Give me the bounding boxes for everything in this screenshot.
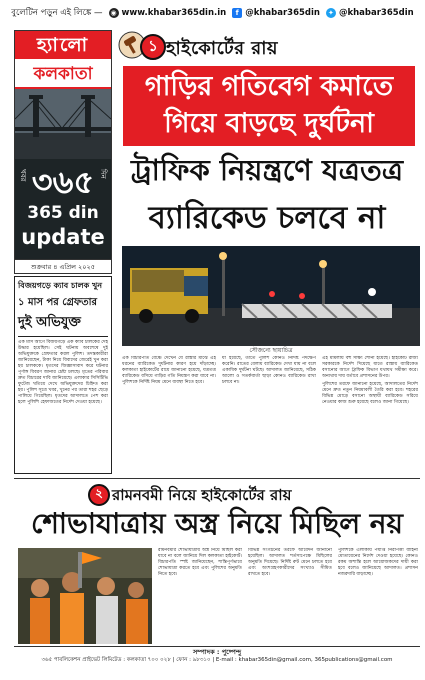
story1-headline-line1: ট্রাফিক নিয়ন্ত্রণে যত্রতত্র xyxy=(130,153,404,187)
bulletin-tagline: বুলেটিন পড়ুন এই লিঙ্কে — xyxy=(11,8,103,18)
story2-kicker: রামনবমী নিয়ে হাইকোর্টের রায় xyxy=(112,486,292,504)
story1-column-text: যা হয়েছে, তাতে পুলিশ কোনও নির্দিষ্ট পদক্ষেপ করেনি। রাতের বেলায় ব্যারিকেড দেখা যায় না বলে একাধিক দুর্ঘটনা ঘটছে। আদালত জানিয়েছে, সঠিক আলো ও সতর্কবার্তা ছাড়া কোনও ব্যারিকেড রাখা চলবে না। xyxy=(222,356,316,385)
masthead-side-left: খবর xyxy=(19,169,27,182)
masthead-brand-latin: 365 din xyxy=(27,203,99,223)
story1-column-text: এই মামলায় বহু সাক্ষ্য শোনা হয়েছে। হাইকোর্ট রাজ্য সরকারকে নির্দেশ দিয়েছে যাতে রাস্তায় ব্যারিকেড বসানোর আগে ট্রাফিক বিভাগ যথাযথ সমীক্ষা করে। অন্যথায় দায় বর্তাবে প্রশাসনের উপর। xyxy=(322,356,418,379)
masthead-dark-panel xyxy=(15,159,111,273)
footer xyxy=(14,648,420,674)
story2-photo xyxy=(18,548,152,644)
story2-column-text: বিভিন্ন সংগঠনের তরফে আবেদন জানানো হয়েছিল। আদালত শর্তসাপেক্ষে মিছিলের অনুমতি দিয়েছে। নির্দিষ্ট রুট মেনে চলতে হবে এবং অংশগ্রহণকারীদের সংখ্যাও সীমিত রাখতে হবে। xyxy=(248,548,332,577)
side-story-headline1: ১ মাস পর গ্রেফতার xyxy=(18,295,108,312)
story1-column-3 xyxy=(322,356,418,474)
story1-column-2 xyxy=(222,356,316,474)
story1-kicker: হাইকোর্টের রায় xyxy=(166,38,279,59)
story1-red-line2: গিয়ে বাড়ছে দুর্ঘটনা xyxy=(164,108,374,139)
masthead-update-word: update xyxy=(21,225,105,249)
facebook-icon: f xyxy=(232,8,242,18)
side-story-body xyxy=(18,340,108,406)
story1-column-text: পুলিশের তরফে জানানো হয়েছে, আদালতের নির্দেশ মেনে দ্রুত নতুন নিয়মাবলী তৈরি করা হবে। শহরের বিভিন্ন মোড়ে বসানো অস্থায়ী ব্যারিকেড সরিয়ে নেওয়ার কাজ শুরু হয়েছে বলেও জানা গিয়েছে। xyxy=(322,382,418,405)
story1-number-badge: ১ xyxy=(140,34,166,60)
top-bar xyxy=(0,0,425,26)
masthead xyxy=(14,30,112,274)
story1-photo xyxy=(122,246,420,346)
footer-address: ৩৬৫ পাবলিকেশন প্রাইভেট লিমিটেড : কলকাতা ৭০০ ০২৮ | ফোন : ৯৮৩১০ | E-mail : khabar365din@gmail.com, 365publications@gmail.com xyxy=(41,657,393,663)
brand-hello: হ্যালো xyxy=(15,31,111,59)
side-story-paragraph: এক মাস আগে বিজয়গড়ে এক ক্যাব চালকের দেহ উদ্ধার হয়েছিল। সেই ঘটনায় অবশেষে দুই অভিযুক্তকে গ্রেফতার করল পুলিশ। তদন্তকারীরা জানিয়েছেন, টাকা নিয়ে বিবাদের জেরেই খুন করা হয় চালককে। ধৃতদের জিজ্ঞাসাবাদ করে ঘটনার পূর্ণাঙ্গ বিবরণ জানার চেষ্টা চলছে। মৃতের পরিবার দ্রুত বিচারের দাবি জানিয়েছে। এলাকার সিসিটিভি ফুটেজ খতিয়ে দেখে অভিযুক্তদের চিহ্নিত করা হয়। পুলিশ সূত্রে খবর, খুনের পর তারা শহর ছেড়ে পালিয়ে গিয়েছিল। ধৃতদের আদালতে পেশ করা হলে পুলিশি হেফাজতের নির্দেশ দেওয়া হয়েছে। xyxy=(18,340,108,405)
website-text: www.khabar365din.in xyxy=(121,8,227,18)
globe-icon: ◉ xyxy=(110,9,117,17)
story1-column-1 xyxy=(122,356,216,474)
story2-number-badge: ২ xyxy=(88,484,110,506)
twitter-handle: @khabar365din xyxy=(338,8,414,18)
story2-column-text: পুলিশকে এলাকায় পর্যাপ্ত নিরাপত্তা বাহিনী মোতায়েনের নির্দেশ দেওয়া হয়েছে। কোনও রকম অশান্তি হলে আয়োজকদের দায়ী করা হবে বলেও জানিয়েছে আদালত। প্রশাসন নজরদারি বাড়াচ্ছে। xyxy=(338,548,418,577)
facebook-link[interactable] xyxy=(232,8,320,18)
story1-column-text: এক বিচারপতি বেঞ্চে দেখেন যে রাস্তার মাঝে এই ধরনের ব্যারিকেড দুর্ঘটনার কারণ হয়ে দাঁড়াচ্ছে। কলকাতা হাইকোর্টের রায়ে জানানো হয়েছে, যত্রতত্র ব্যারিকেড বসিয়ে গাড়ির গতি নিয়ন্ত্রণ করা যাবে না। পুলিশকে নির্দিষ্ট নিয়ম মেনে ব্যবস্থা নিতে হবে। xyxy=(122,356,216,385)
story1-headline-line2: ব্যারিকেড চলবে না xyxy=(148,200,386,236)
footer-editor: সম্পাদক : পুষ্পেন্দু xyxy=(192,648,242,656)
side-story-headline2: দুই অভিযুক্ত xyxy=(18,313,108,337)
masthead-number: ৩৬৫ xyxy=(31,163,95,201)
brand-city: কলকাতা xyxy=(15,61,111,89)
twitter-link[interactable] xyxy=(326,8,414,18)
story2-column-text: রামনবমীর শোভাযাত্রায় অস্ত্র নিয়ে মিছিল করা যাবে না বলে জানিয়ে দিল কলকাতা হাইকোর্ট। বিচারপতি স্পষ্ট জানিয়েছেন, শান্তিপূর্ণভাবে শোভাযাত্রা করতে হবে এবং পুলিশের অনুমতি নিতে হবে। xyxy=(158,548,242,577)
story2-column-3 xyxy=(338,548,418,644)
side-story-kicker: বিজয়গড়ে ক্যাব চালক খুন xyxy=(18,281,103,290)
side-story-box xyxy=(14,276,112,474)
facebook-handle: @khabar365din xyxy=(245,8,320,18)
issue-date: শুক্রবার ৪ এপ্রিল ২০২৫ xyxy=(15,259,111,274)
story1-red-banner xyxy=(123,66,415,146)
story1-red-line1: গাড়ির গতিবেগ কমাতে xyxy=(144,71,394,102)
website-link[interactable] xyxy=(109,8,227,18)
bridge-icon xyxy=(15,89,111,159)
bridge-illustration xyxy=(15,89,111,159)
story1-photo-caption: সৌজন্যে ছায়াচিত্র xyxy=(249,347,293,354)
story2-column-1 xyxy=(158,548,242,644)
twitter-icon: ✦ xyxy=(326,8,336,18)
story2-column-2 xyxy=(248,548,332,644)
story2-headline: শোভাযাত্রায় অস্ত্র নিয়ে মিছিল নয় xyxy=(30,507,404,540)
masthead-side-right: দিন xyxy=(99,169,107,179)
